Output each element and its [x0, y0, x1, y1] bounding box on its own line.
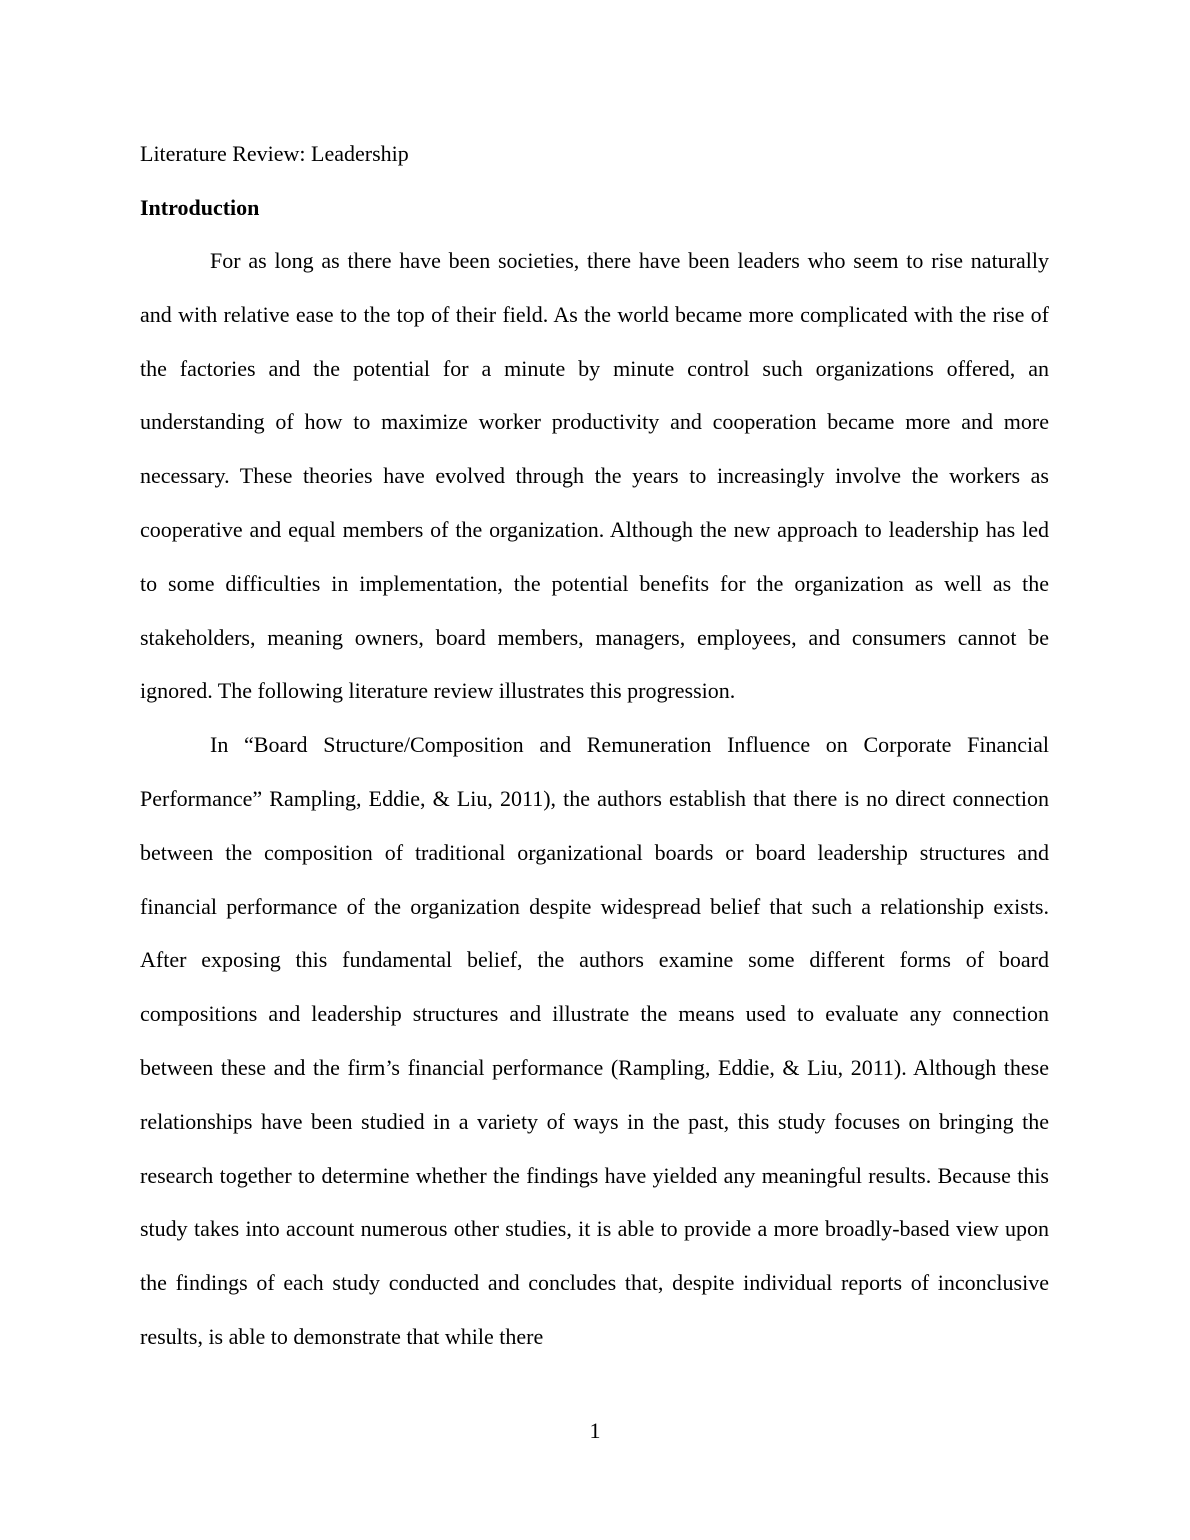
page-number: 1 — [589, 1418, 601, 1443]
section-heading-introduction: Introduction — [140, 195, 260, 220]
paragraph-2: In “Board Structure/Composition and Remuneration Influence on Corporate Financial Performance” Rampling, Eddie, & Liu, 2011), the authors establish that there is no direct connection between the composition of traditional organizational boards or board leadership structures and financial performance of the organization despite widespread belief that such a relationship exists. After exposing this fundamental belief, the authors examine some different forms of board compositions and leadership structures and illustrate the means used to evaluate any connection between these and the firm’s financial performance (Rampling, Eddie, & Liu, 2011). Although these relationships have been studied in a variety of ways in the past, this study focuses on bringing the research together to determine whether the findings have yielded any meaningful results. Because this study takes into account numerous other studies, it is able to provide a more broadly-based view upon the findings of each study conducted and concludes that, despite individual reports of inconclusive results, is able to demonstrate that while there — [140, 732, 1049, 1349]
document-title: Literature Review: Leadership — [140, 141, 409, 166]
document-body — [140, 136, 1049, 1364]
paragraph-1: For as long as there have been societies, there have been leaders who seem to rise naturally and with relative ease to the top of their field. As the world became more complicated with the rise of the factories and the potential for a minute by minute control such organizations offered, an understanding of how to maximize worker productivity and cooperation became more and more necessary. These theories have evolved through the years to increasingly involve the workers as cooperative and equal members of the organization. Although the new approach to leadership has led to some difficulties in implementation, the potential benefits for the organization as well as the stakeholders, meaning owners, board members, managers, employees, and consumers cannot be ignored. The following literature review illustrates this progression. — [140, 248, 1049, 704]
